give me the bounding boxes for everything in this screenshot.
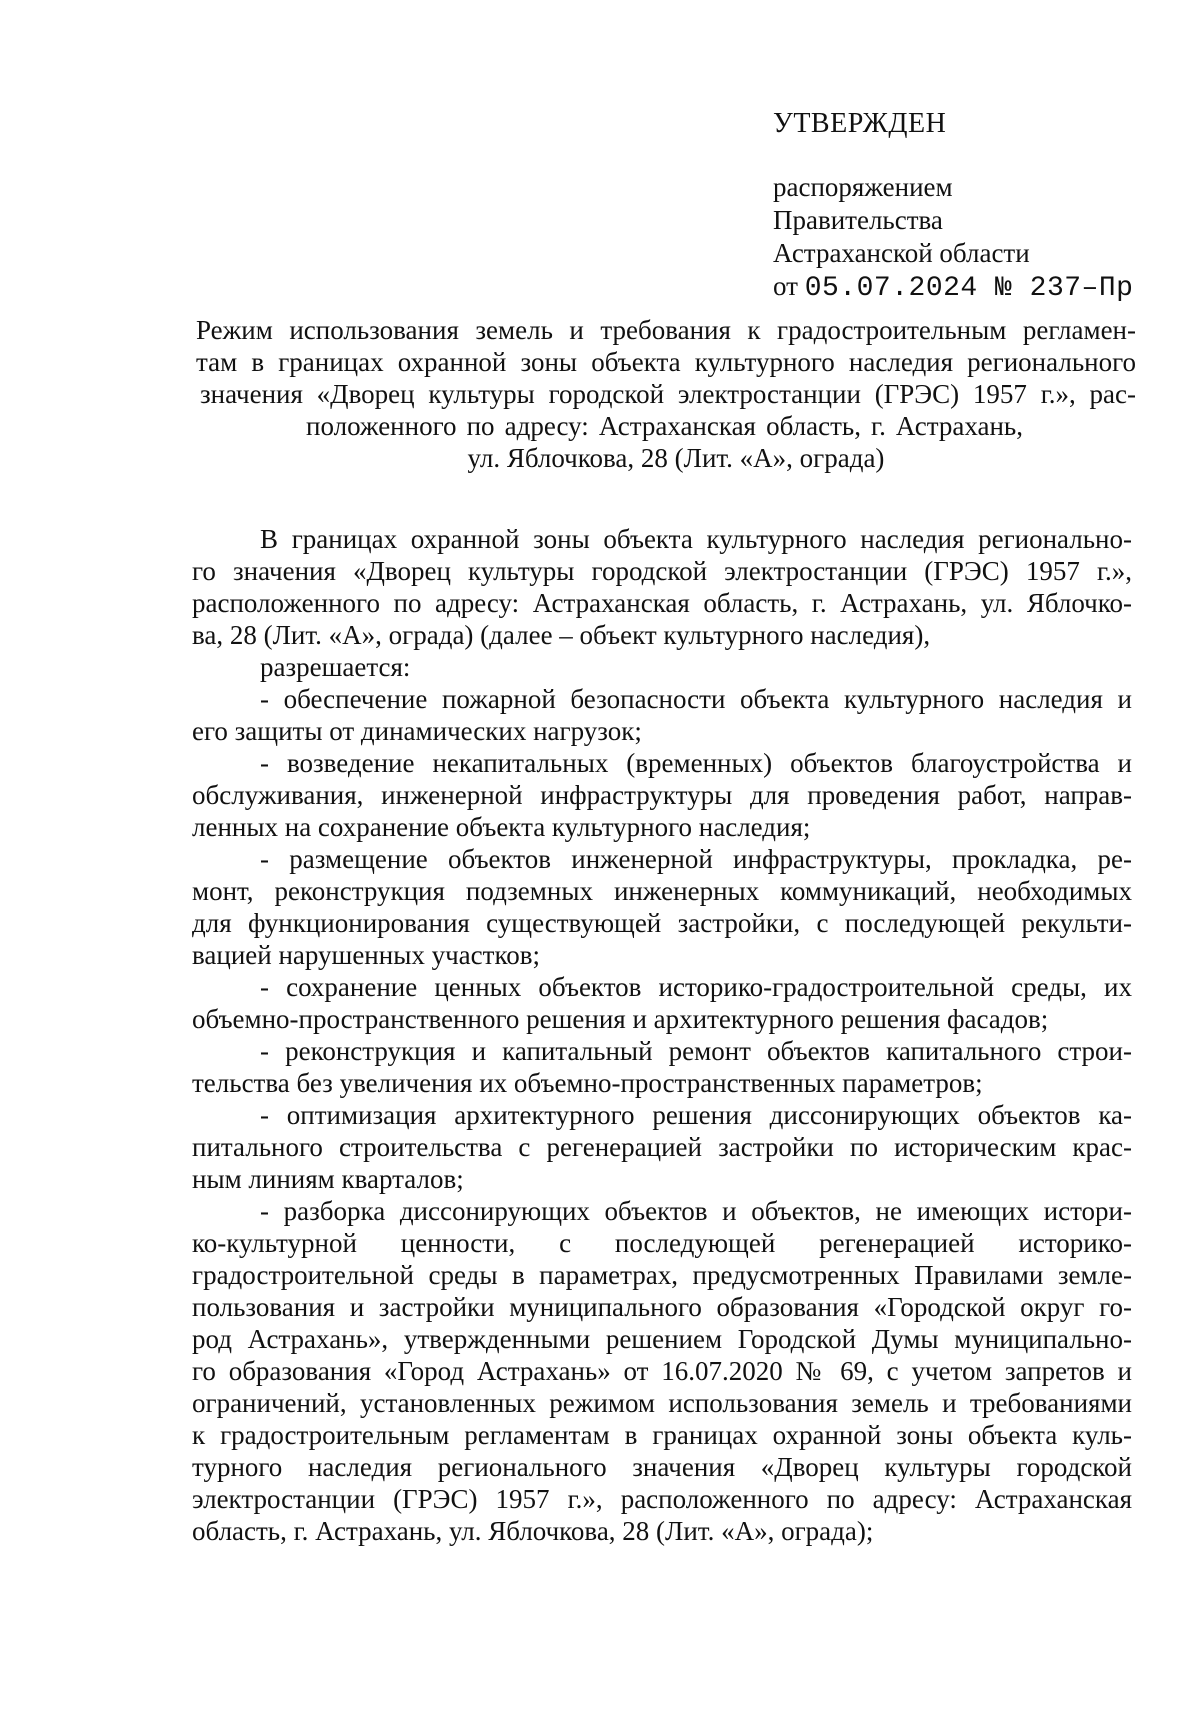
date-prefix: от	[773, 271, 798, 301]
approval-line-government: Правительства	[773, 205, 943, 235]
body-line: питального строительства с регенерацией застройки по историческим крас-	[192, 1132, 1132, 1162]
title-line: Режим использования земель и требования к градостроительным регламен-	[196, 315, 1136, 345]
body-line: - размещение объектов инженерной инфраструктуры, прокладка, ре-	[260, 844, 1132, 874]
date-and-number: 05.07.2024 № 237–Пр	[804, 273, 1134, 304]
body-line: градостроительной среды в параметрах, предусмотренных Правилами земле-	[192, 1260, 1132, 1290]
body-line: монт, реконструкция подземных инженерных коммуникаций, необходимых	[192, 876, 1132, 906]
body-line: турного наследия регионального значения «Дворец культуры городской	[192, 1452, 1132, 1482]
document-body	[192, 523, 1132, 1547]
body-line: его защиты от динамических нагрузок;	[192, 716, 642, 746]
body-line: ленных на сохранение объекта культурного наследия;	[192, 812, 811, 842]
approval-block	[773, 107, 1153, 305]
body-line: - реконструкция и капитальный ремонт объектов капитального строи-	[260, 1036, 1132, 1066]
approval-line-region: Астраханской области	[773, 238, 1030, 268]
title-line: положенного по адресу: Астраханская область, г. Астрахань,	[306, 411, 1023, 441]
body-line: ограничений, установленных режимом использования земель и требованиями	[192, 1388, 1132, 1418]
body-line: - оптимизация архитектурного решения диссонирующих объектов ка-	[260, 1100, 1132, 1130]
body-line: ным линиям кварталов;	[192, 1164, 464, 1194]
body-line: объемно-пространственного решения и архитектурного решения фасадов;	[192, 1004, 1049, 1034]
body-line: расположенного по адресу: Астраханская область, г. Астрахань, ул. Яблочко-	[192, 588, 1132, 618]
approval-title: УТВЕРЖДЕН	[773, 108, 947, 139]
body-line: пользования и застройки муниципального образования «Городской округ го-	[192, 1292, 1132, 1322]
body-line: го образования «Город Астрахань» от 16.07.2020 № 69, с учетом запретов и	[192, 1356, 1132, 1386]
body-line: - возведение некапитальных (временных) объектов благоустройства и	[260, 748, 1132, 778]
title-line: там в границах охранной зоны объекта культурного наследия регионального	[196, 347, 1136, 377]
title-line: значения «Дворец культуры городской электростанции (ГРЭС) 1957 г.», рас-	[200, 379, 1136, 409]
body-line: - обеспечение пожарной безопасности объекта культурного наследия и	[260, 684, 1132, 714]
body-line: - разборка диссонирующих объектов и объектов, не имеющих истори-	[260, 1196, 1132, 1226]
body-line: электростанции (ГРЭС) 1957 г.», расположенного по адресу: Астраханская	[192, 1484, 1132, 1514]
document-title	[196, 314, 1136, 474]
approval-date	[773, 270, 1153, 305]
body-line: ва, 28 (Лит. «А», ограда) (далее – объект культурного наследия),	[192, 620, 931, 650]
body-line: В границах охранной зоны объекта культурного наследия регионально-	[260, 524, 1132, 554]
body-line: - сохранение ценных объектов историко-градостроительной среды, их	[260, 972, 1132, 1002]
body-line: тельства без увеличения их объемно-пространственных параметров;	[192, 1068, 983, 1098]
body-line: область, г. Астрахань, ул. Яблочкова, 28 (Лит. «А», ограда);	[192, 1516, 874, 1546]
body-line: ко-культурной ценности, с последующей регенерацией историко-	[192, 1228, 1132, 1258]
body-line: к градостроительным регламентам в границах охранной зоны объекта куль-	[192, 1420, 1132, 1450]
body-line: разрешается:	[260, 652, 411, 682]
title-line: ул. Яблочкова, 28 (Лит. «А», ограда)	[467, 443, 885, 473]
body-line: вацией нарушенных участков;	[192, 940, 540, 970]
approval-line-order: распоряжением	[773, 172, 953, 202]
body-line: го значения «Дворец культуры городской электростанции (ГРЭС) 1957 г.»,	[192, 556, 1132, 586]
body-line: для функционирования существующей застройки, с последующей рекульти-	[192, 908, 1132, 938]
body-line: род Астрахань», утвержденными решением Городской Думы муниципально-	[192, 1324, 1132, 1354]
body-line: обслуживания, инженерной инфраструктуры для проведения работ, направ-	[192, 780, 1132, 810]
